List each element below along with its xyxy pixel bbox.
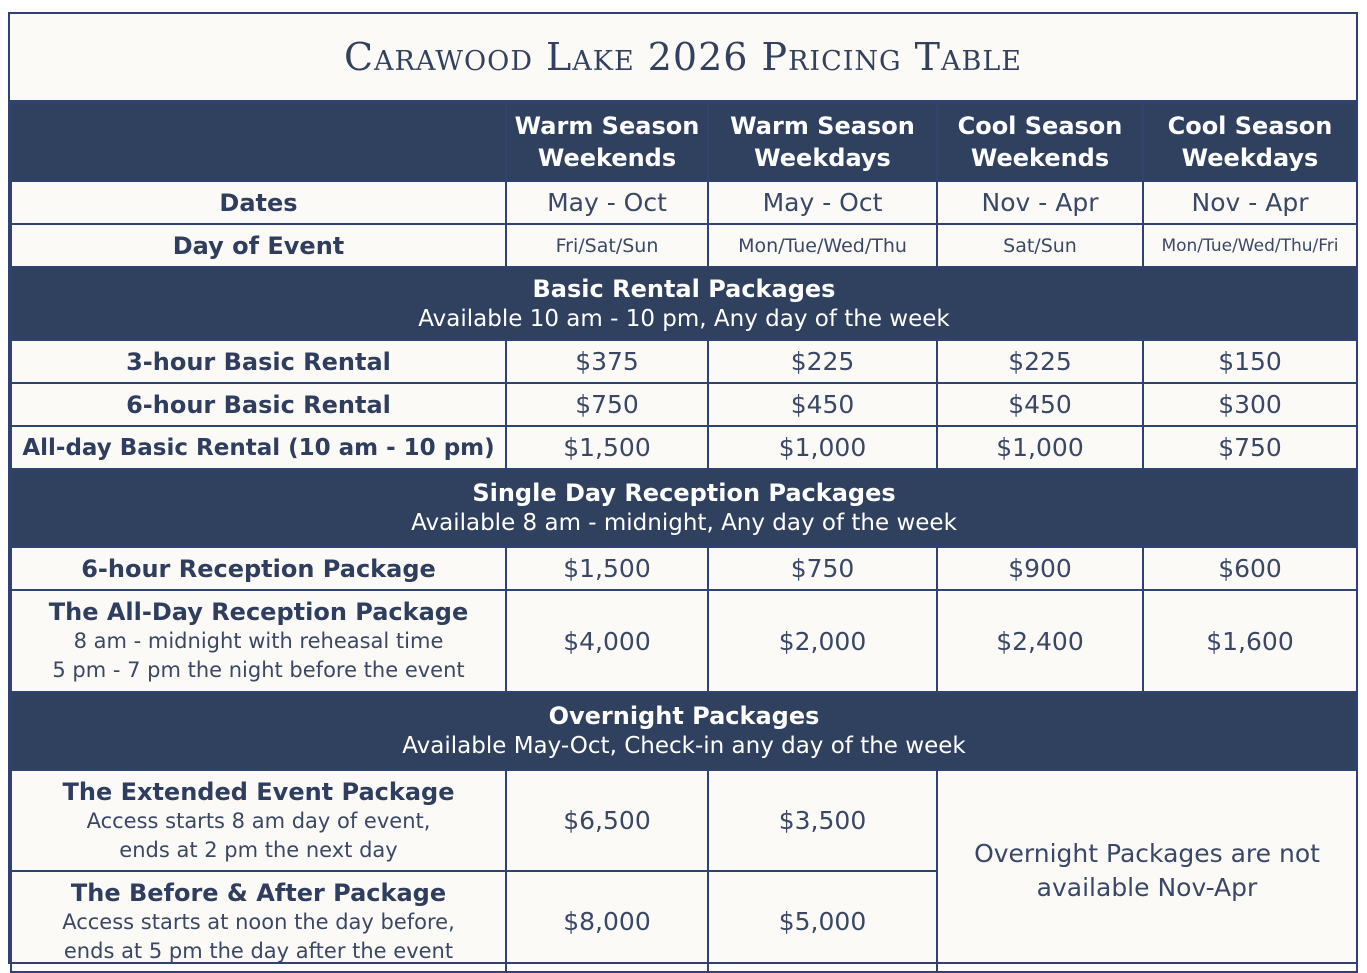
page-title: Carawood Lake 2026 Pricing Table	[10, 14, 1356, 102]
pricing-table-container	[8, 12, 1358, 964]
package-detail: 8 am - midnight with reheasal time	[73, 629, 444, 653]
table-row	[11, 770, 1357, 871]
table-cell: May - Oct	[506, 181, 708, 224]
package-detail: ends at 2 pm the next day	[119, 837, 398, 862]
pricing-table	[10, 102, 1358, 973]
section-title: Overnight Packages	[548, 702, 820, 730]
table-cell: Mon/Tue/Wed/Thu/Fri	[1143, 224, 1357, 267]
package-detail: Access starts 8 am day of event,	[86, 808, 431, 833]
price-cell: $750	[1143, 426, 1357, 469]
price-cell: $2,400	[937, 590, 1143, 692]
price-cell: $1,000	[708, 426, 937, 469]
row-label	[11, 770, 506, 871]
row-label: 3-hour Basic Rental	[11, 340, 506, 383]
package-name: The All-Day Reception Package	[48, 598, 469, 626]
row-label: All-day Basic Rental (10 am - 10 pm)	[11, 426, 506, 469]
column-header: Warm Season Weekends	[506, 103, 708, 181]
section-subtitle: Available May-Oct, Check-in any day of the week	[402, 733, 966, 759]
price-cell: $1,000	[937, 426, 1143, 469]
table-row	[11, 340, 1357, 383]
table-row	[11, 426, 1357, 469]
package-detail: Access starts at noon the day before,	[62, 909, 455, 934]
price-cell: $450	[937, 383, 1143, 426]
row-label: Day of Event	[11, 224, 506, 267]
column-header: Cool Season Weekdays	[1143, 103, 1357, 181]
price-cell: $900	[937, 547, 1143, 590]
price-cell: $750	[708, 547, 937, 590]
table-row	[11, 590, 1357, 692]
price-cell: $8,000	[506, 871, 708, 972]
price-cell: $1,500	[506, 547, 708, 590]
package-detail: 5 pm - 7 pm the night before the event	[52, 658, 465, 682]
price-cell: $750	[506, 383, 708, 426]
section-subtitle: Available 10 am - 10 pm, Any day of the week	[418, 305, 950, 332]
section-banner	[11, 692, 1357, 770]
header-empty-cell	[11, 103, 506, 181]
table-row	[11, 224, 1357, 267]
table-cell: May - Oct	[708, 181, 937, 224]
table-cell: Nov - Apr	[937, 181, 1143, 224]
price-cell: $450	[708, 383, 937, 426]
column-header: Cool Season Weekends	[937, 103, 1143, 181]
table-cell: Sat/Sun	[937, 224, 1143, 267]
column-header: Warm Season Weekdays	[708, 103, 937, 181]
package-name: The Before & After Package	[70, 878, 447, 907]
section-subtitle: Available 8 am - midnight, Any day of the week	[411, 510, 957, 536]
price-cell: $375	[506, 340, 708, 383]
table-row	[11, 547, 1357, 590]
table-row	[11, 383, 1357, 426]
price-cell: $600	[1143, 547, 1357, 590]
unavailable-note: Overnight Packages are not available Nov-Apr	[937, 770, 1357, 972]
section-banner	[11, 267, 1357, 340]
price-cell: $300	[1143, 383, 1357, 426]
table-cell: Fri/Sat/Sun	[506, 224, 708, 267]
price-cell: $3,500	[708, 770, 937, 871]
price-cell: $225	[708, 340, 937, 383]
price-cell: $1,500	[506, 426, 708, 469]
table-row	[11, 181, 1357, 224]
price-cell: $225	[937, 340, 1143, 383]
table-cell: Nov - Apr	[1143, 181, 1357, 224]
row-label: 6-hour Basic Rental	[11, 383, 506, 426]
package-detail: ends at 5 pm the day after the event	[63, 938, 454, 963]
row-label: 6-hour Reception Package	[11, 547, 506, 590]
price-cell: $6,500	[506, 770, 708, 871]
price-cell: $2,000	[708, 590, 937, 692]
section-banner	[11, 469, 1357, 547]
price-cell: $5,000	[708, 871, 937, 972]
price-cell: $1,600	[1143, 590, 1357, 692]
price-cell: $4,000	[506, 590, 708, 692]
price-cell: $150	[1143, 340, 1357, 383]
row-label	[11, 871, 506, 972]
row-label	[11, 590, 506, 692]
package-name: The Extended Event Package	[62, 777, 455, 806]
table-cell: Mon/Tue/Wed/Thu	[708, 224, 937, 267]
row-label: Dates	[11, 181, 506, 224]
section-title: Single Day Reception Packages	[472, 479, 896, 507]
section-title: Basic Rental Packages	[532, 274, 836, 303]
column-header-row	[11, 103, 1357, 181]
